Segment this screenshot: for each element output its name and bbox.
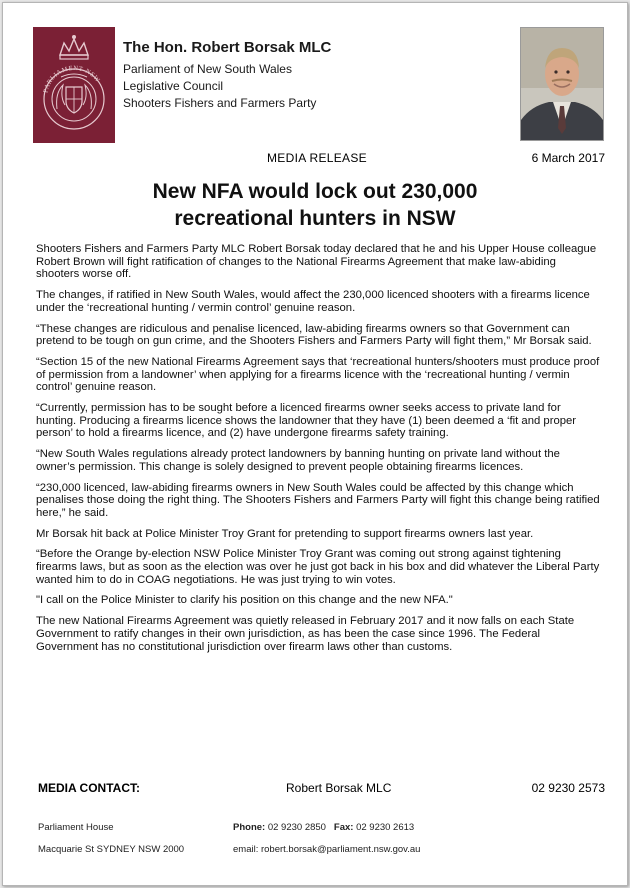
svg-text:PARLIAMENT NSW: PARLIAMENT NSW: [42, 64, 102, 94]
phone-number: 02 9230 2850: [267, 822, 326, 833]
fax-number: 02 9230 2613: [356, 822, 415, 833]
body-paragraph: “These changes are ridiculous and penalise licenced, law-abiding firearms owners so that Government can pretend to be tough on gun crime, and the Shooters Fishers and Farmers Party will fight them,” Mr Borsak said.: [36, 322, 592, 348]
body-paragraph: Mr Borsak hit back at Police Minister Troy Grant for pretending to support firearms owners last year.: [36, 527, 534, 540]
headline-line-2: recreational hunters in NSW: [174, 207, 456, 230]
release-body: [36, 243, 602, 661]
header-line-council: Legislative Council: [123, 79, 224, 93]
header-line-party: Shooters Fishers and Farmers Party: [123, 96, 317, 110]
media-contact-name: Robert Borsak MLC: [286, 781, 392, 795]
fax-label: Fax:: [333, 822, 354, 833]
headline: [23, 178, 607, 232]
crest-emblem-icon: [33, 27, 115, 143]
member-header: [123, 39, 331, 112]
phone-label: Phone:: [233, 822, 266, 833]
body-paragraph: The changes, if ratified in New South Wales, would affect the 230,000 licenced shooters with a firearms licence under the ‘recreational hunting / vermin control’ genuine reason.: [36, 289, 590, 314]
body-paragraph: “Before the Orange by-election NSW Police Minister Troy Grant was coming out strong against tightening firearms laws, but as soon as the election was over he just got back in his box and did whatever the Liberal Party wanted him to do in COAG negotiations. He was just trying to win votes.: [36, 548, 600, 586]
media-release-page: [2, 2, 628, 886]
email-address-link[interactable]: email: robert.borsak@parliament.nsw.gov.au: [233, 844, 421, 855]
header-line-parliament: Parliament of New South Wales: [123, 62, 292, 76]
media-release-label: MEDIA RELEASE: [267, 151, 367, 165]
body-paragraph: “New South Wales regulations already protect landowners by banning hunting on private land without the owner’s permission. This change is solely designed to prevent people obtaining firearms licences.: [36, 448, 560, 473]
portrait-image: [521, 28, 603, 140]
media-contact-label: MEDIA CONTACT:: [38, 781, 140, 795]
parliament-crest-logo: [33, 27, 115, 143]
release-date: 6 March 2017: [531, 151, 605, 165]
body-paragraph: “230,000 licenced, law-abiding firearms owners in New South Wales could be affected by this change which penalises those doing the right thing. The Shooters Fishers and Farmers Party will fight this change being ratified here,” he said.: [36, 481, 600, 519]
address-line-1: Parliament House: [38, 822, 114, 833]
headline-line-1: New NFA would lock out 230,000: [152, 180, 478, 203]
phone-fax-line: [233, 822, 414, 833]
member-name: The Hon. Robert Borsak MLC: [123, 39, 332, 56]
body-paragraph: The new National Firearms Agreement was quietly released in February 2017 and it now falls on each State Government to ratify changes in their own jurisdiction, as has been the case since 1996. The Federal Government has no constitutional jurisdiction over firearm laws other than customs.: [36, 615, 575, 653]
body-paragraph: “Section 15 of the new National Firearms Agreement says that ‘recreational hunters/shooters must produce proof of permission from a landowner’ when applying for a firearms licence with the ‘recreational hunting / vermin control’ genuine reason.: [36, 355, 600, 394]
body-paragraph: “Currently, permission has to be sought before a licenced firearms owner seeks access to private land for hunting. Producing a firearms licence shows the landowner that they have (1) been deemed a ‘fit and proper person’ to hold a firearms licence, and (2) have undergone firearms safety training.: [36, 402, 577, 440]
media-contact-phone: 02 9230 2573: [531, 781, 605, 795]
body-paragraph: Shooters Fishers and Farmers Party MLC Robert Borsak today declared that he and his Upper House colleague Robert Brown will fight ratification of changes to the National Firearms Agreement that make law-abiding shooters worse off.: [36, 243, 597, 281]
body-paragraph: "I call on the Police Minister to clarify his position on this change and the new NFA.": [36, 594, 453, 607]
address-line-2: Macquarie St SYDNEY NSW 2000: [38, 844, 185, 855]
member-portrait-photo: [520, 27, 604, 141]
